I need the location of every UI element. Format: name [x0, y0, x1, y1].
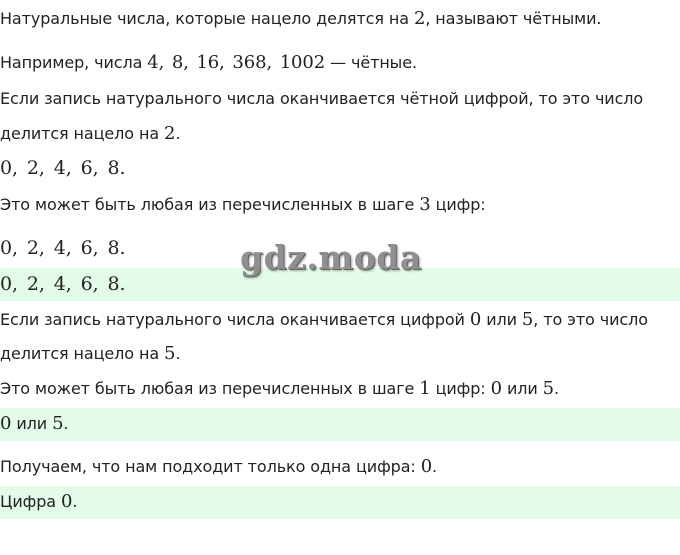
definition-even: Натуральные числа, которые нацело делятся на 2, называют чётными. [0, 8, 602, 29]
step3-text: Это может быть любая из перечисленных в шаге 3 цифр: [0, 194, 486, 215]
result-text: Получаем, что нам подходит только одна цифра: 0. [0, 456, 438, 477]
rule-five-line1: Если запись натурального числа оканчивается цифрой 0 или 5, то это число [0, 309, 648, 330]
rule-five-line2: делится нацело на 5. [0, 343, 181, 364]
rule-even-line1: Если запись натурального числа оканчивается чётной цифрой, то это число [0, 89, 644, 108]
even-digits: 0, 2, 4, 6, 8. [0, 157, 126, 179]
watermark-logo: gdz.moda [240, 238, 422, 277]
final-answer: Цифра 0. [0, 491, 78, 512]
even-digits-repeat: 0, 2, 4, 6, 8. [0, 237, 126, 259]
step1-text: Это может быть любая из перечисленных в шаге 1 цифр: 0 или 5. [0, 378, 560, 399]
answer-highlight-05 [0, 408, 680, 441]
answer-even-digits: 0, 2, 4, 6, 8. [0, 273, 126, 295]
rule-even-line2: делится нацело на 2. [0, 123, 181, 144]
answer-highlight-final [0, 486, 680, 519]
answer-zero-or-five: 0 или 5. [0, 413, 69, 434]
example-even: Например, числа 4, 8, 16, 368, 1002 — чётные. [0, 52, 417, 73]
